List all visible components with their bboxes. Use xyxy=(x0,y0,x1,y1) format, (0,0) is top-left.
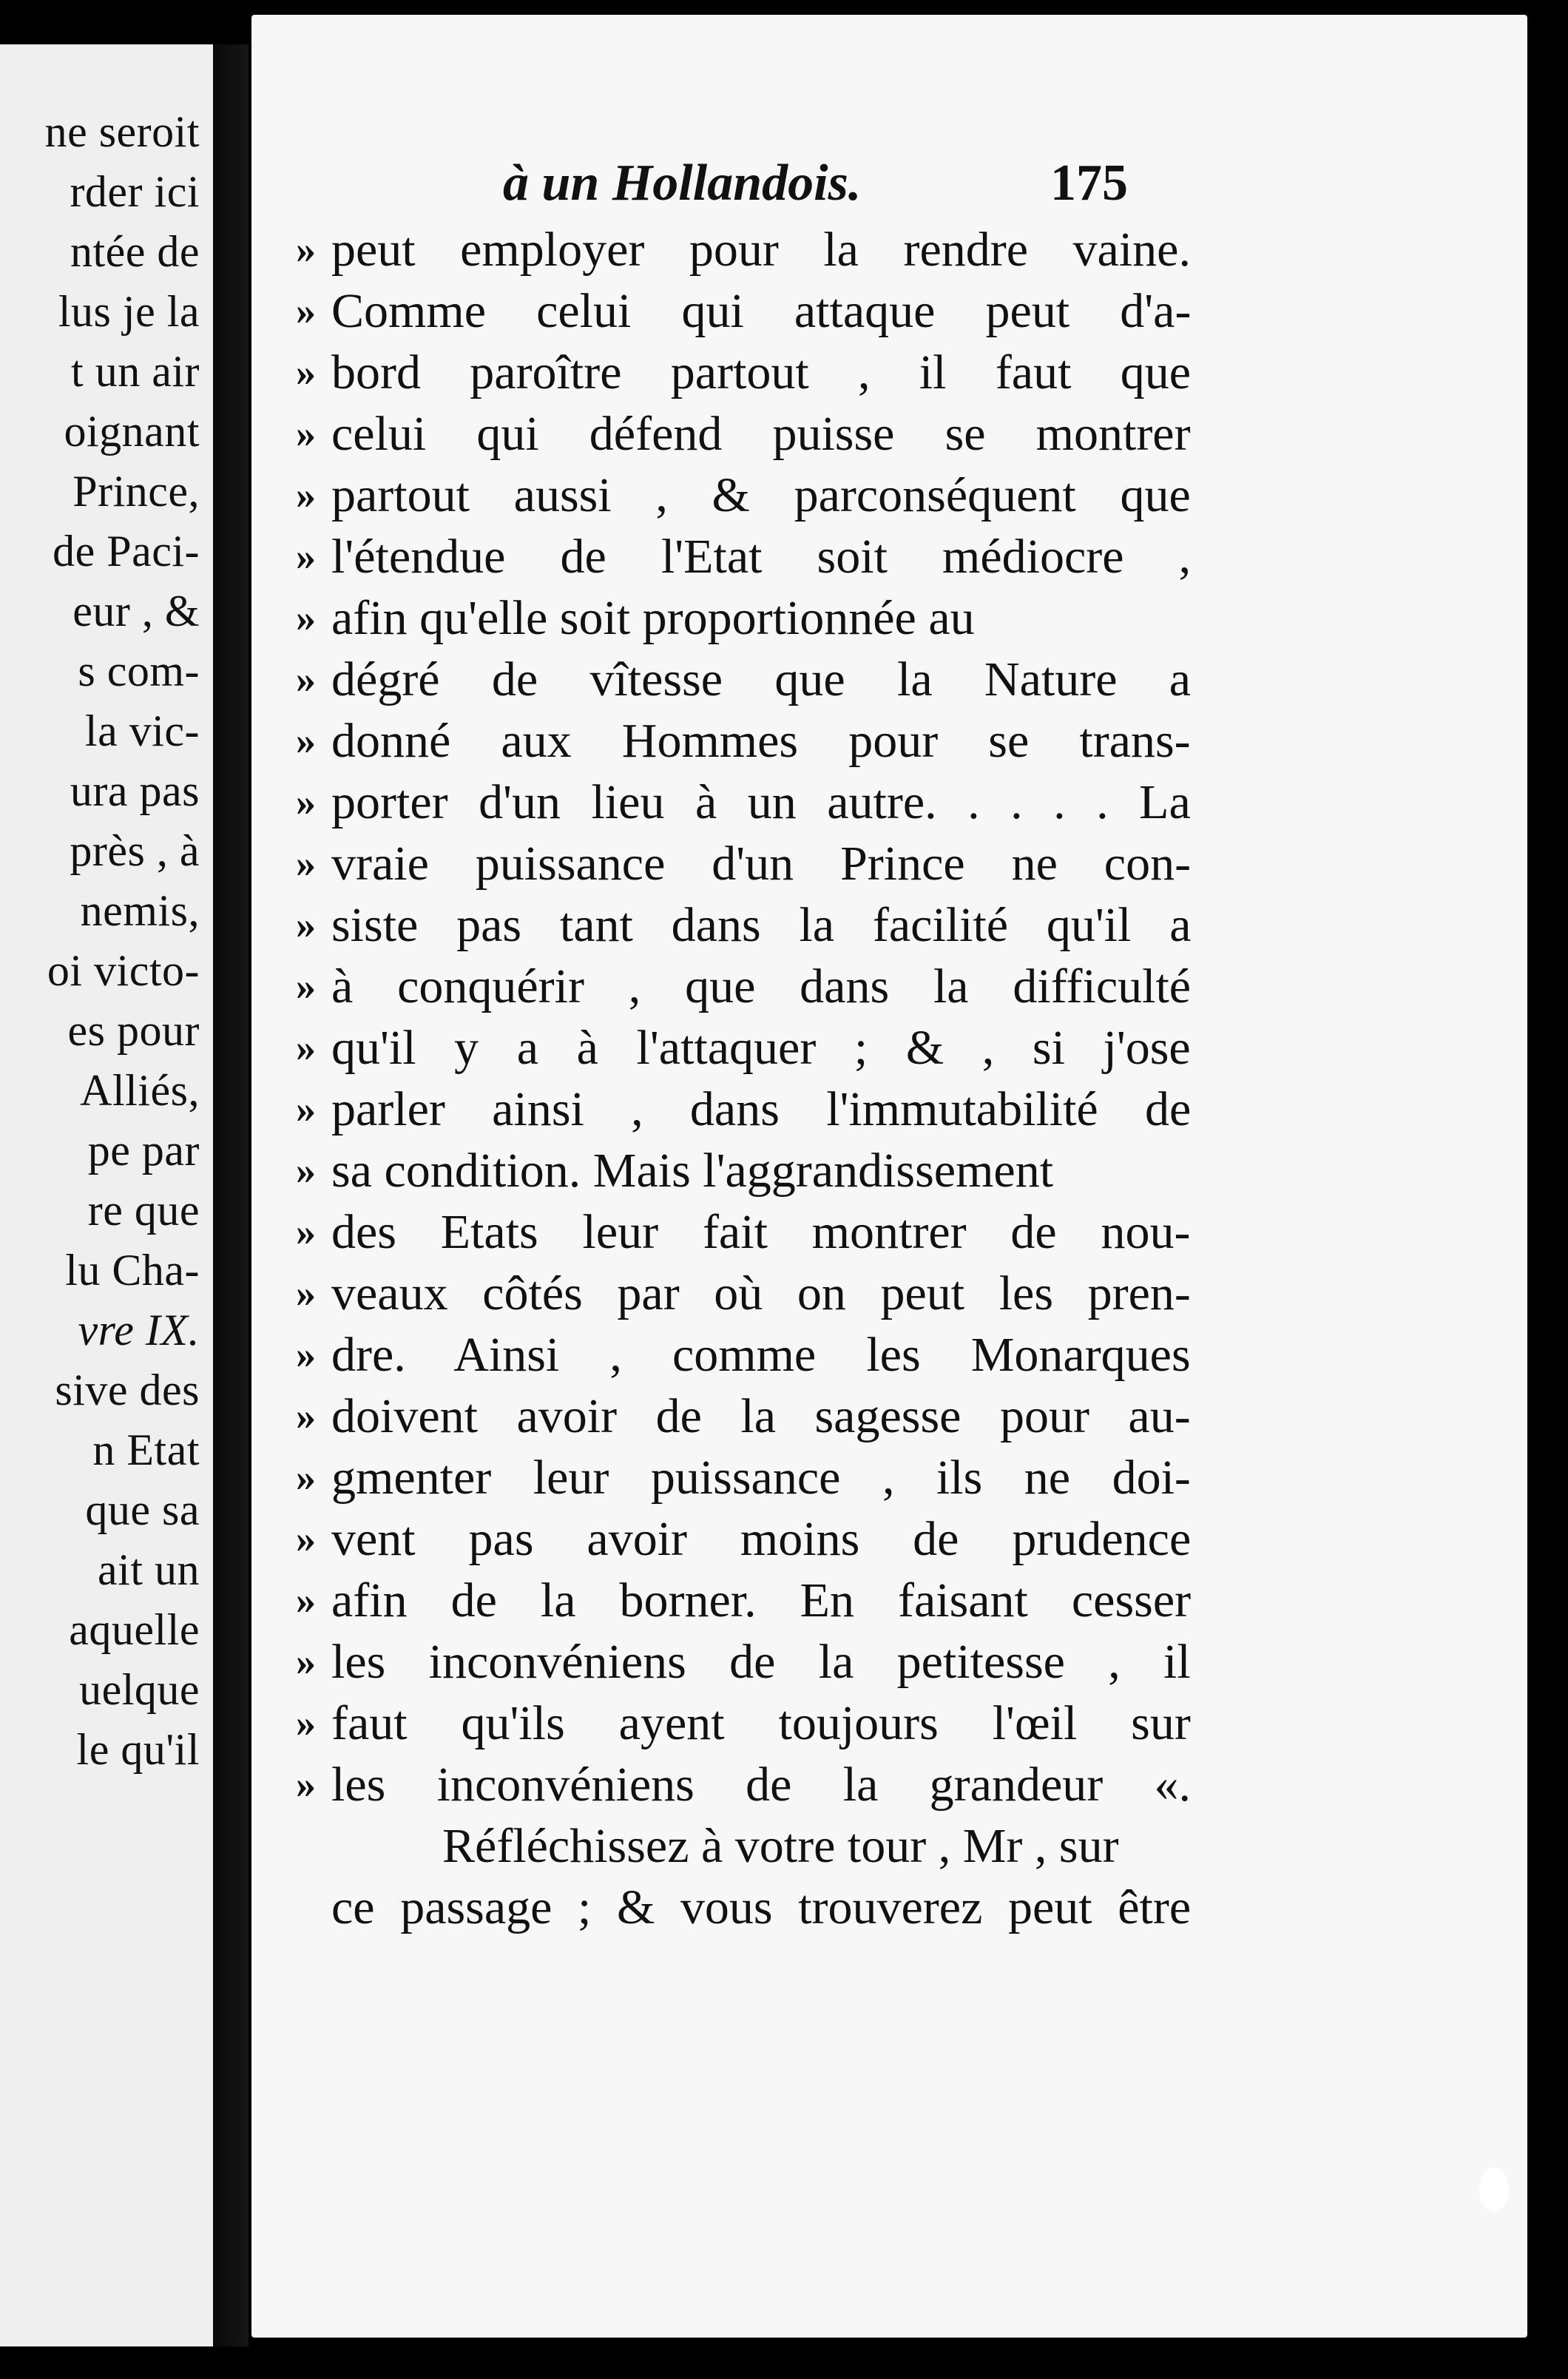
text-line xyxy=(296,1815,1191,1877)
quote-mark: » xyxy=(296,411,316,456)
left-page-fragment xyxy=(0,44,213,2346)
line-text: vraie puissance d'un Prince ne con- xyxy=(331,837,1192,891)
left-page-line: ait un xyxy=(98,1545,200,1594)
quote-mark: » xyxy=(296,1639,316,1684)
left-page-line: es pour xyxy=(67,1006,200,1055)
text-line xyxy=(296,1140,1191,1201)
text-line xyxy=(296,1631,1191,1693)
quote-mark: » xyxy=(296,1271,316,1315)
line-text: dégré de vîtesse que la Nature a xyxy=(331,652,1192,706)
quote-mark: » xyxy=(296,780,316,824)
text-line xyxy=(296,1508,1191,1570)
line-text: l'étendue de l'Etat soit médiocre , xyxy=(331,530,1192,584)
text-line xyxy=(296,956,1191,1017)
line-text: celui qui défend puisse se montrer xyxy=(331,407,1191,461)
quote-mark: » xyxy=(296,1578,316,1622)
line-text: siste pas tant dans la facilité qu'il a xyxy=(331,898,1192,952)
left-page-line: oi victo- xyxy=(47,946,200,995)
line-text: Comme celui qui attaque peut d'a- xyxy=(331,284,1192,338)
left-page-line: sive des xyxy=(55,1366,200,1414)
quote-mark: » xyxy=(296,1087,316,1131)
text-line xyxy=(296,710,1191,772)
text-line xyxy=(296,219,1191,280)
quote-mark: » xyxy=(296,1332,316,1377)
text-line xyxy=(296,280,1191,342)
quote-mark: » xyxy=(296,227,316,271)
left-page-line: Alliés, xyxy=(80,1066,200,1115)
line-text: doivent avoir de la sagesse pour au- xyxy=(331,1389,1191,1443)
quote-mark: » xyxy=(296,718,316,763)
left-page-line: pe par xyxy=(87,1126,200,1175)
text-line xyxy=(296,1324,1191,1386)
left-page-line: que sa xyxy=(85,1485,200,1534)
line-text: gmenter leur puissance , ils ne doi- xyxy=(331,1451,1191,1505)
line-text: Réfléchissez à votre tour , Mr , sur xyxy=(442,1819,1119,1873)
left-page-line: rder ici xyxy=(70,167,200,216)
text-line xyxy=(296,649,1191,710)
text-line xyxy=(296,1877,1191,1938)
text-line xyxy=(296,894,1191,956)
left-page-line: aquelle xyxy=(69,1605,200,1654)
line-text: afin qu'elle soit proportionnée au xyxy=(331,591,975,645)
left-page-line: lus je la xyxy=(58,287,200,336)
left-page-line: ne seroit xyxy=(44,107,200,156)
left-page-line: oignant xyxy=(64,407,200,456)
running-head xyxy=(251,154,1183,213)
line-text: peut employer pour la rendre vaine. xyxy=(331,223,1191,277)
quote-mark: » xyxy=(296,1701,316,1745)
line-text: les inconvéniens de la grandeur «. xyxy=(331,1758,1192,1812)
line-text: qu'il y a à l'attaquer ; & , si j'ose xyxy=(331,1021,1191,1075)
line-text: des Etats leur fait montrer de nou- xyxy=(331,1205,1191,1259)
line-text: veaux côtés par où on peut les pren- xyxy=(331,1266,1191,1320)
line-text: vent pas avoir moins de prudence xyxy=(331,1512,1192,1566)
quote-mark: » xyxy=(296,1762,316,1806)
line-text: parler ainsi , dans l'immutabilité de xyxy=(331,1082,1192,1136)
text-line xyxy=(296,465,1191,526)
line-text: porter d'un lieu à un autre. . . . . La xyxy=(331,775,1191,829)
text-line xyxy=(296,1201,1191,1263)
left-page-line: ura pas xyxy=(70,766,200,815)
quote-mark: » xyxy=(296,1209,316,1254)
quote-mark: » xyxy=(296,1148,316,1192)
quote-mark: » xyxy=(296,841,316,885)
page-number: 175 xyxy=(1050,155,1128,212)
quote-mark: » xyxy=(296,595,316,640)
text-line xyxy=(296,342,1191,403)
left-page-line: le qu'il xyxy=(76,1725,200,1774)
left-page-line: t un air xyxy=(71,347,200,396)
text-line xyxy=(296,1447,1191,1508)
line-text: sa condition. Mais l'aggrandissement xyxy=(331,1144,1054,1198)
line-text: faut qu'ils ayent toujours l'œil sur xyxy=(331,1696,1191,1750)
quote-mark: » xyxy=(296,534,316,578)
book-gutter xyxy=(213,44,249,2346)
line-text: dre. Ainsi , comme les Monarques xyxy=(331,1328,1191,1382)
left-page-line: de Paci- xyxy=(53,527,200,576)
quote-mark: » xyxy=(296,1025,316,1070)
quote-mark: » xyxy=(296,473,316,517)
left-page-line: n Etat xyxy=(92,1425,200,1474)
line-text: bord paroître partout , il faut que xyxy=(331,345,1192,399)
quote-mark: » xyxy=(296,657,316,701)
text-line xyxy=(296,587,1191,649)
quote-mark: » xyxy=(296,964,316,1008)
left-page-line: uelque xyxy=(79,1665,200,1714)
left-page-line: eur , & xyxy=(72,587,200,635)
line-text: à conquérir , que dans la difficulté xyxy=(331,959,1192,1013)
line-text: partout aussi , & parconséquent que xyxy=(331,468,1191,522)
text-line xyxy=(296,1386,1191,1447)
left-page-line: lu Cha- xyxy=(65,1246,200,1295)
quote-mark: » xyxy=(296,1394,316,1438)
text-line xyxy=(296,1754,1191,1815)
line-text: afin de la borner. En faisant cesser xyxy=(331,1573,1192,1627)
left-page-line: la vic- xyxy=(84,706,200,755)
quote-mark: » xyxy=(296,1455,316,1499)
left-page-line: s com- xyxy=(78,647,200,695)
line-text: donné aux Hommes pour se trans- xyxy=(331,714,1191,768)
text-line xyxy=(296,1263,1191,1324)
text-line xyxy=(296,833,1191,894)
text-line xyxy=(296,1693,1191,1754)
left-page-line: re que xyxy=(87,1186,200,1235)
text-line xyxy=(296,403,1191,465)
left-page-line: nemis, xyxy=(80,886,200,935)
line-text: les inconvéniens de la petitesse , il xyxy=(331,1635,1191,1689)
ink-smudge xyxy=(1479,2167,1509,2212)
line-text: ce passage ; & vous trouverez peut être xyxy=(331,1880,1192,1934)
text-line xyxy=(296,1017,1191,1079)
left-page-line: près , à xyxy=(70,826,200,875)
running-title: à un Hollandois. xyxy=(503,155,862,212)
text-line xyxy=(296,1079,1191,1140)
quote-mark: » xyxy=(296,1516,316,1561)
body-text xyxy=(296,219,1191,1938)
left-page-line: vre IX. xyxy=(78,1306,200,1354)
text-line xyxy=(296,1570,1191,1631)
left-page-line: ntée de xyxy=(70,227,200,276)
quote-mark: » xyxy=(296,288,316,333)
left-page-line: Prince, xyxy=(72,467,200,516)
quote-mark: » xyxy=(296,350,316,394)
text-line xyxy=(296,772,1191,833)
text-line xyxy=(296,526,1191,587)
quote-mark: » xyxy=(296,902,316,947)
